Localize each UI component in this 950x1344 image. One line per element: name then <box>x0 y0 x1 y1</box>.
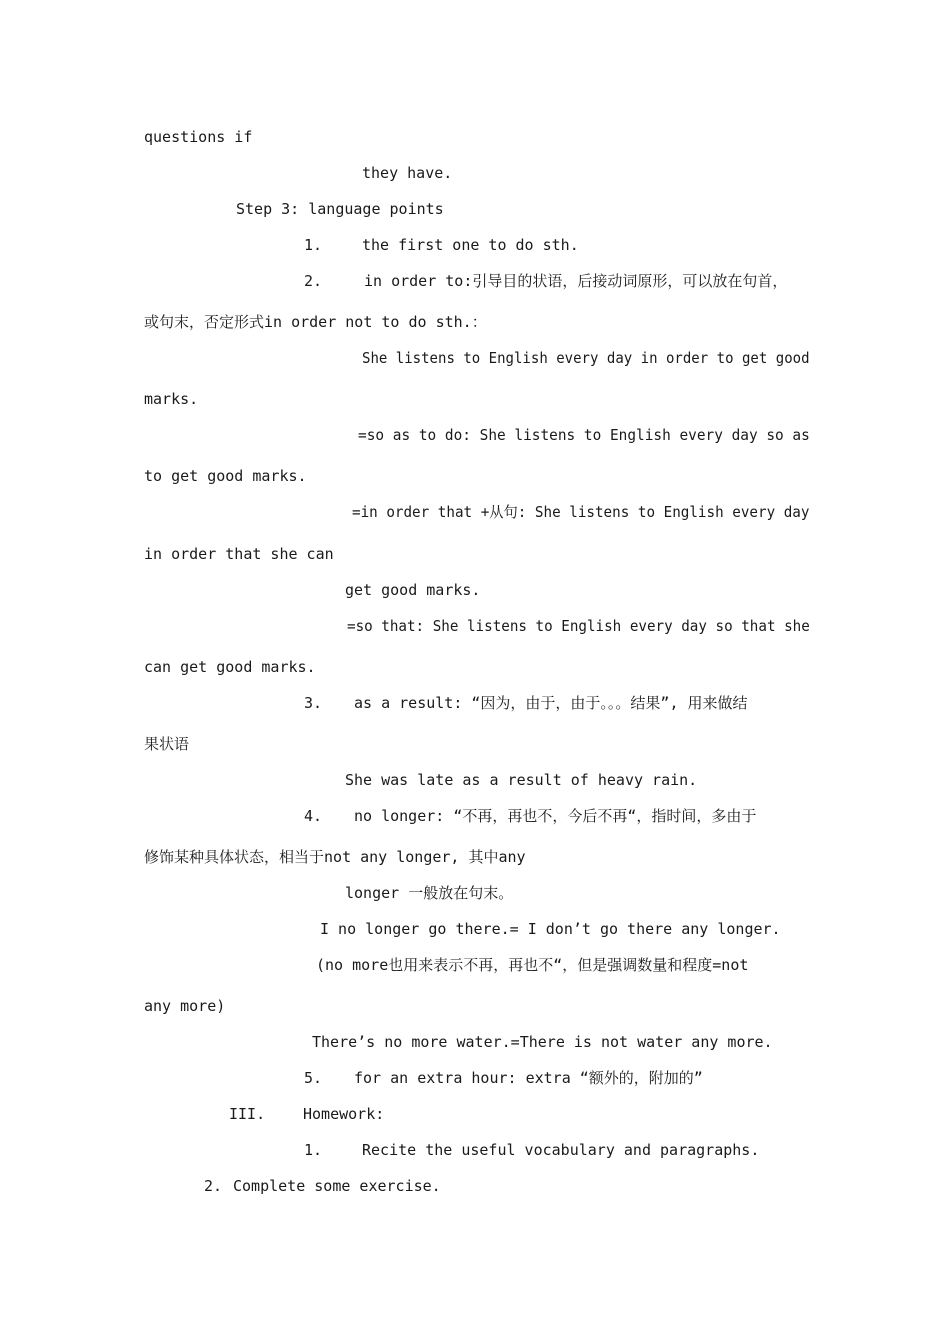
list-number: 5. <box>304 1069 323 1087</box>
text-line: to get good marks. <box>144 467 307 485</box>
example-line: She was late as a result of heavy rain. <box>345 771 698 789</box>
list-number: 1. <box>304 1141 323 1159</box>
text-line: can get good marks. <box>144 658 316 676</box>
text-line: 果状语 <box>144 735 190 753</box>
list-number: 1. <box>304 236 323 254</box>
text-line: 或句末，否定形式in order not to do sth.： <box>144 313 487 331</box>
example-line: =so as to do: She listens to English every day so as <box>358 426 810 444</box>
example-line: There’s no more water.=There is not water any more. <box>312 1033 773 1051</box>
text-line: they have. <box>362 164 453 182</box>
list-number: 3. <box>304 694 323 712</box>
text-line: for an extra hour: extra “额外的，附加的” <box>354 1069 703 1087</box>
text-line: no longer: “不再，再也不，今后不再“，指时间，多由于 <box>354 807 757 825</box>
example-line: She listens to English every day in order to get good <box>362 349 810 367</box>
text-line: longer 一般放在句末。 <box>345 884 514 902</box>
text-line: in order that she can <box>144 545 334 563</box>
example-line: =so that: She listens to English every day so that she <box>347 617 810 635</box>
text-line: any more) <box>144 997 226 1015</box>
list-number: 4. <box>304 807 323 825</box>
section-number: III. <box>229 1105 266 1123</box>
example-line: =in order that +从句: She listens to English every day <box>352 503 810 521</box>
text-line: 修饰某种具体状态，相当于not any longer, 其中any <box>144 848 526 866</box>
text-line: questions if <box>144 128 253 146</box>
text-line: Recite the useful vocabulary and paragraphs. <box>362 1141 760 1159</box>
text-line: in order to:引导目的状语，后接动词原形，可以放在句首， <box>364 272 788 290</box>
text-line: the first one to do sth. <box>362 236 579 254</box>
step-heading: Step 3: language points <box>236 200 444 218</box>
text-line: marks. <box>144 390 199 408</box>
text-line: as a result: “因为，由于，由于。。。结果”, 用来做结 <box>354 694 748 712</box>
text-line: get good marks. <box>345 581 481 599</box>
list-number: 2. <box>304 272 323 290</box>
section-heading: Homework: <box>303 1105 385 1123</box>
list-number: 2. <box>204 1177 223 1195</box>
text-line: (no more也用来表示不再，再也不“，但是强调数量和程度=not <box>316 956 749 974</box>
text-line: Complete some exercise. <box>233 1177 441 1195</box>
example-line: I no longer go there.= I don’t go there any longer. <box>320 920 781 938</box>
